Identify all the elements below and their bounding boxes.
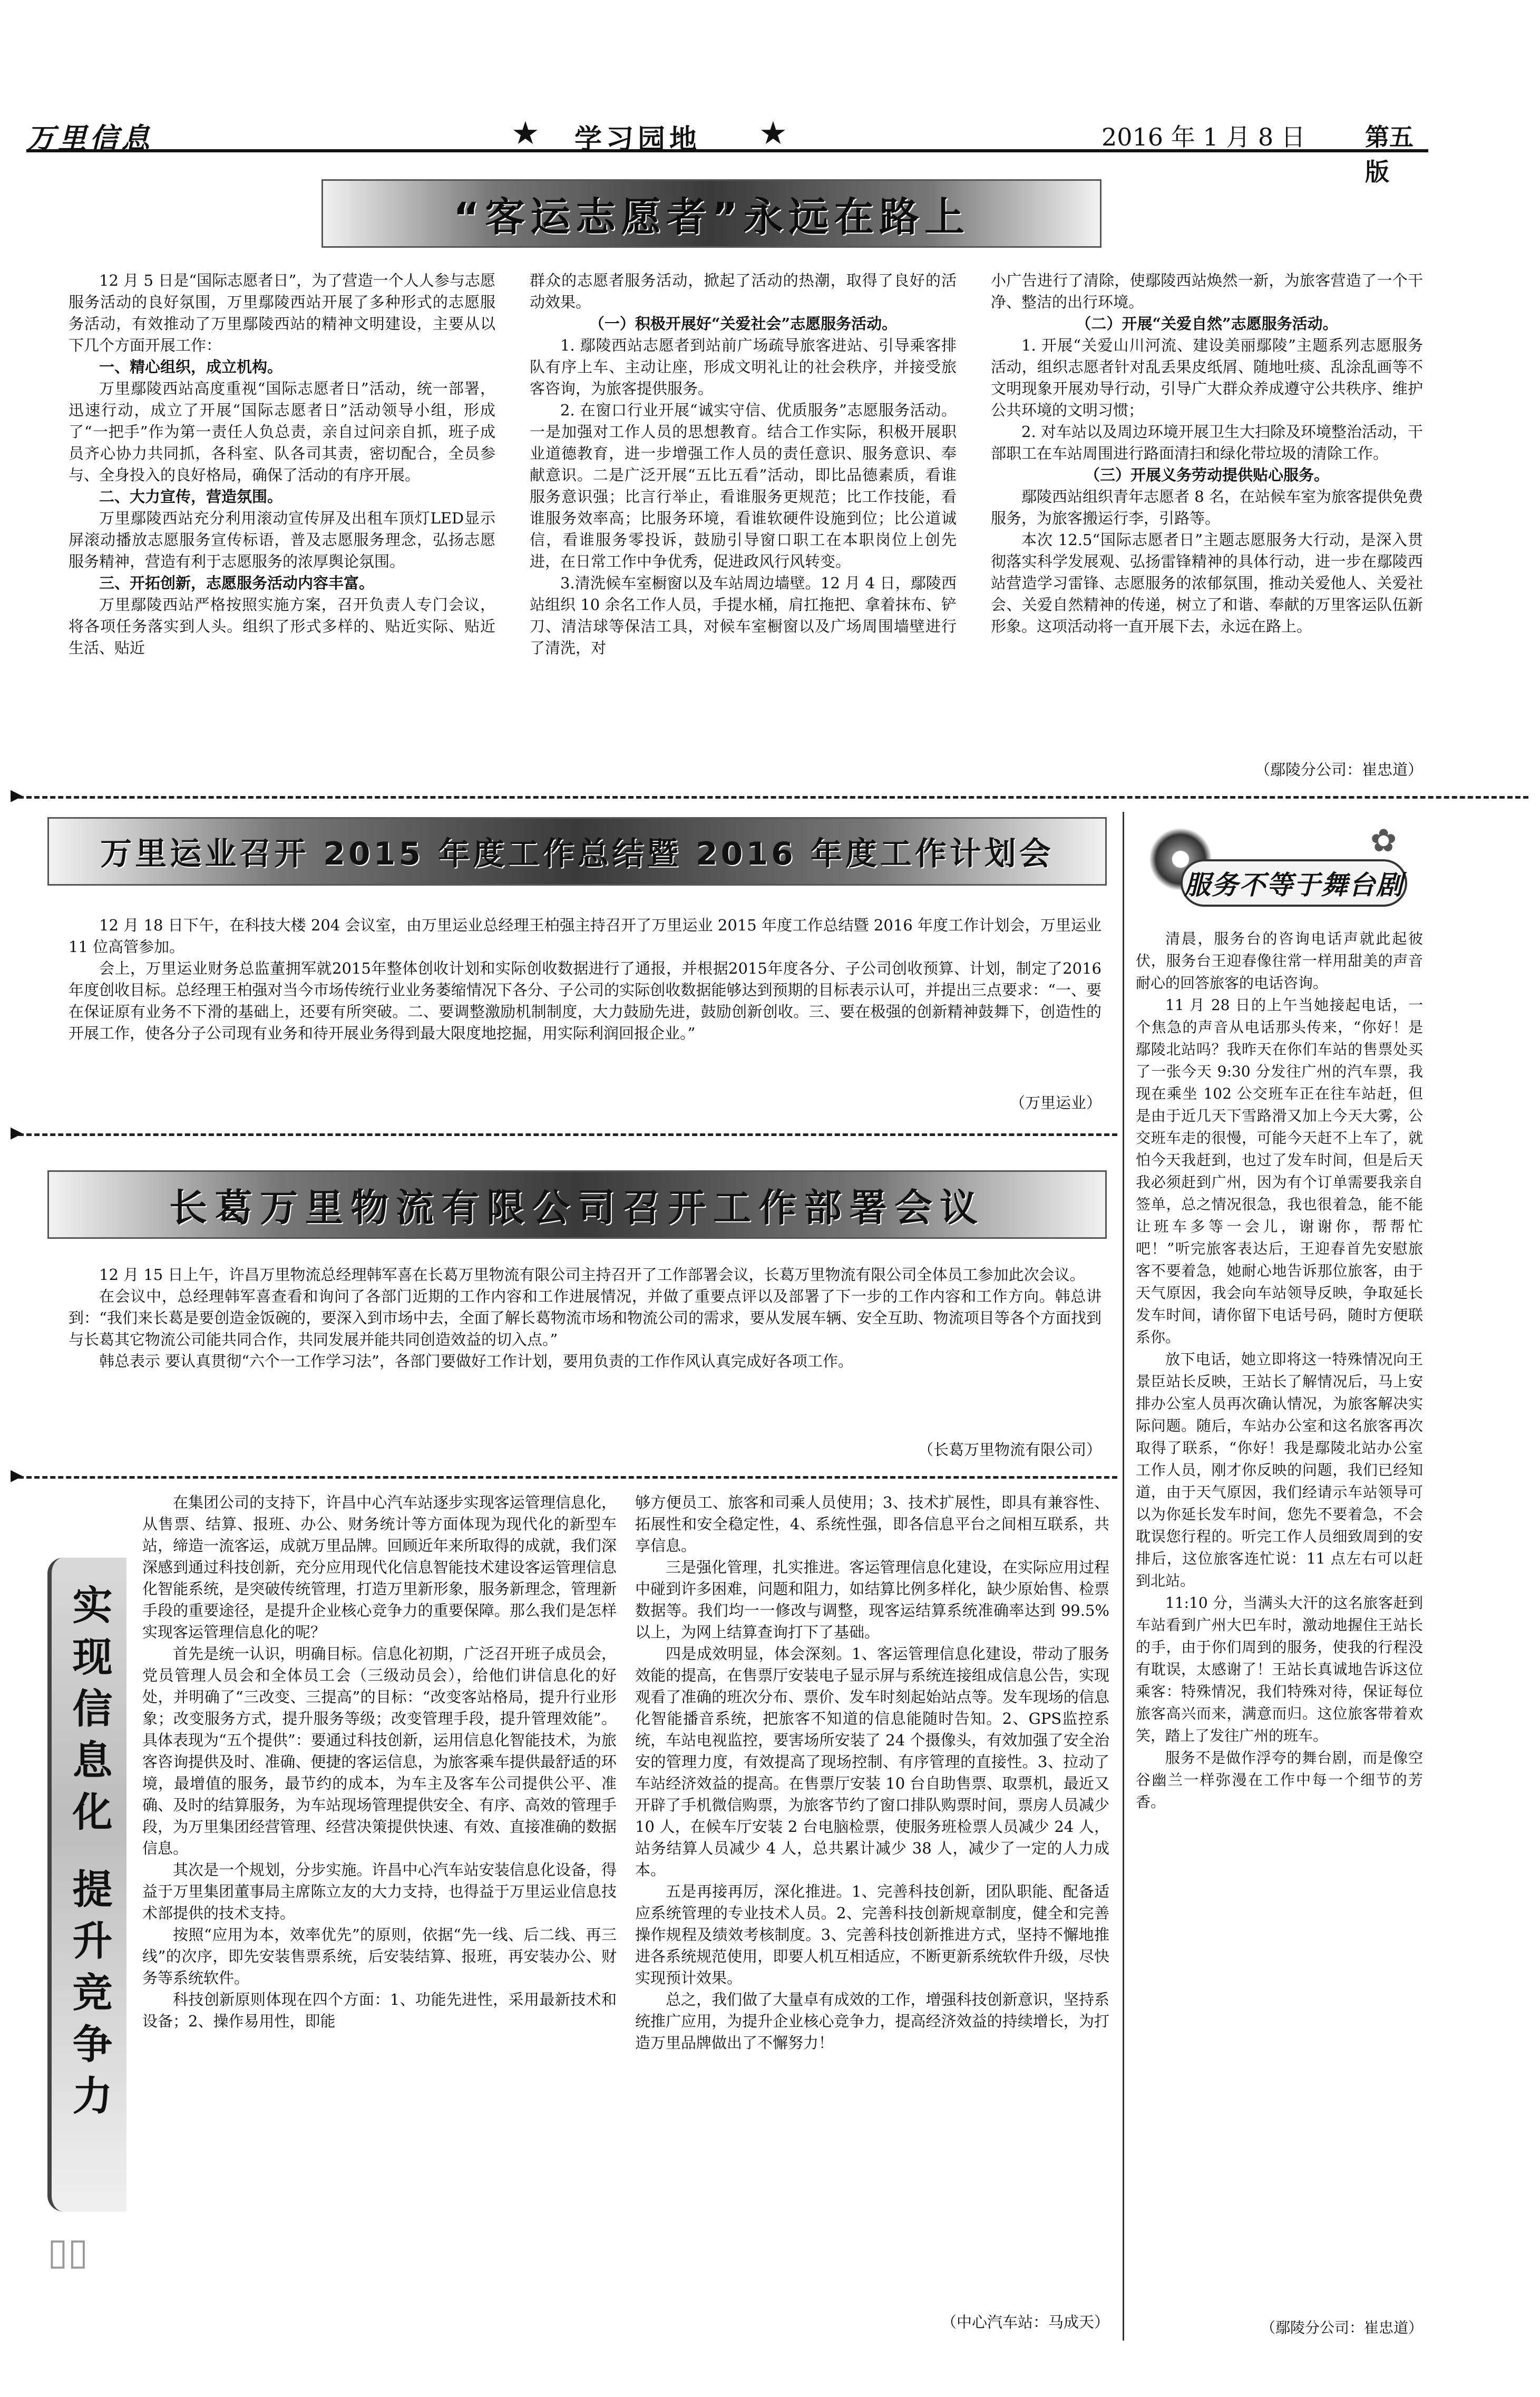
article4-col2: 够方便员工、旅客和司乘人员使用；3、技术扩展性，即具有兼容性、拓展性和安全稳定性，4、系统性强，即各信息平台之间相互联系，共享信息。 三是强化管理，扎实推进。客运管理信息化建设，在实际应用过程中碰到许多困难，问题和阻力，如结算比例多样化，缺少原始售、检票数据等。我们均一一修改与调整，现客运结算系统准确率达到 99.5% 以上，为网上结算查询打下了基础。 四是成效明显，体会深刻。1、客运管理信息化建设，带动了服务效能的提高，在售票厅安装电子显示屏与系统连接组成信息公告，实现观看了准确的班次分布、票价、发车时刻起始站点等。发车现场的信息化智能播音系统，把旅客不知道的信息能随时告知。2、GPS监控系统，车站电视监控，要害场所安装了 24 个摄像头，有效加强了安全治安的管理力度，有效提高了现场控制、有序管理的直接性。3、拉动了车站经济效益的提高。在售票厅安装 10 台自助售票、取票机，最近又开辟了手机微信购票，为旅客节约了窗口排队购票时间，票房人员减少 10 人，在候车厅安装 2 台电脑检票，使服务班检票人员减少 24 人，站务结算人员减少 4 人，总共累计减少 38 人，减少了一定的人力成本。 五是再接再厉，深化推进。1、完善科技创新，团队职能、配备适应系统管理的专业技术人员。2、完善科技创新规章制度，健全和完善操作规程及绩效考核制度。3、完善科技创新推进方式，坚持不懈地推进各系统规范使用，即要人机互相适应，不断更新系统软件升级，尽快实现预计效果。 总之，我们做了大量卓有成效的工作，增强科技创新意识，坚持系统推广应用，为提升企业核心竞争力，提高经济效益的持续增长，为打造万里品牌做出了不懈努力！	[635, 1493, 1109, 2052]
masthead	[26, 113, 1428, 186]
divider-top	[11, 796, 1528, 799]
article3-title: 长葛万里物流有限公司召开工作部署会议	[169, 1186, 985, 1230]
article2-body: 12 月 18 日下午，在科技大楼 204 会议室，由万里运业总经理王柏强主持召开了万里运业 2015 年度工作总结暨 2016 年度工作计划会，万里运业 11 位高管参加。 会上，万里运业财务总监董拥军就2015年整体创收计划和实际创收数据进行了通报，并根据2015年度各分、子公司创收预算、计划，制定了2016年度创收目标。总经理王柏强对当今市场传统行业业务萎缩情况下各分、子公司的实际创收数据能够达到预期的目标表示认可，并提出三点要求：“一、要在保证原有业务不下滑的基础上，还要有所突破。二、要调整激励机制制度，大力鼓励先进，鼓励创新创收。三、要在极强的创新精神鼓舞下，创造性的开展工作，使各分子公司现有业务和待开展业务得到最大限度地挖掘，用实际利润回报企业。”	[69, 916, 1102, 1042]
divider-lower	[11, 1476, 1117, 1479]
article5-signature: （鄢陵分公司：崔忠道）	[1260, 2319, 1423, 2336]
title-frame	[1181, 859, 1407, 907]
star-icon-right: ★	[759, 115, 787, 152]
article5-title: 服务不等于舞台剧	[1184, 870, 1403, 900]
article1-title-banner	[321, 179, 1102, 248]
corner-ornament-icon: ▯▯	[47, 2230, 89, 2273]
article4-signature: （中心汽车站：马成天）	[941, 2313, 1109, 2331]
article1-col1: 12 月 5 日是“国际志愿者日”，为了营造一个人人参与志愿服务活动的良好氛围，万里鄢陵西站开展了多种形式的志愿服务活动，有效推动了万里鄢陵西站的精神文明建设，主要从以下几个方面开展工作： 一、精心组织，成立机构。 万里鄢陵西站高度重视“国际志愿者日”活动，统一部署，迅速行动，成立了开展“国际志愿者日”活动领导小组，形成了“一把手”作为第一责任人负总责，亲自过问亲自抓，班子成员齐心协力共同抓，各科室、队各司其责，密切配合，全员参与、全身投入的良好格局，确保了活动的有序开展。 二、大力宣传，营造氛围。 万里鄢陵西站充分利用滚动宣传屏及出租车顶灯LED显示屏滚动播放志愿服务宣传标语，普及志愿服务理念，弘扬志愿服务精神，营造有利于志愿服务的浓厚舆论氛围。 三、开拓创新，志愿服务活动内容丰富。 万里鄢陵西站严格按照实施方案，召开负责人专门会议，将各项任务落实到人头。组织了形式多样的、贴近实际、贴近生活、贴近	[69, 271, 495, 657]
article4-col1: 在集团公司的支持下，许昌中心汽车站逐步实现客运管理信息化，从售票、结算、报班、办公、财务统计等方面体现为现代化的新型车站，缔造一流客运，成就万里品牌。回顾近年来所取得的成就，我们深深感到通过科技创新，充分应用现代化信息智能技术建设客运管理信息化智能系统，是突破传统管理，打造万里新形象，服务新理念，管理新手段的重要途径，是提升企业核心竞争力的重要保障。那么我们是怎样实现客运管理信息化的呢？ 首先是统一认识，明确目标。信息化初期，广泛召开班子成员会，党员管理人员会和全体员工会（三级动员会），给他们讲信息化的好处，并明确了“三改变、三提高”的目标：“改变客站格局，提升行业形象；改变服务方式，提升服务等级；改变管理手段，提升管理效能”。具体表现为“五个提供”：要通过科技创新，运用信息化智能技术，为旅客咨询提供及时、准确、便捷的客运信息，为旅客乘车提供最舒适的环境，最增值的服务，最节约的成本，为车主及客车公司提供公平、准确、及时的结算服务，为车站现场管理提供安全、有序、高效的管理手段，为万里集团经营管理、经营决策提供快速、有效、直接准确的数据信息。 其次是一个规划，分步实施。许昌中心汽车站安装信息化设备，得益于万里集团董事局主席陈立友的大力支持，也得益于万里运业信息技术部提供的技术支持。 按照“应用为本，效率优先”的原则，依据“先一线、后二线、再三线”的次序，即先安装售票系统，后安装结算、报班，再安装办公、财务等系统软件。 科技创新原则体现在四个方面：1、功能先进性，采用最新技术和设备；2、操作易用性，即能	[142, 1493, 617, 2030]
article1-title: “客运志愿者”永远在路上	[453, 193, 970, 240]
article5-body: 清晨，服务台的咨询电话声就此起彼伏，服务台王迎春像往常一样用甜美的声音耐心的回答旅客的电话咨询。 11 月 28 日的上午当她接起电话，一个焦急的声音从电话那头传来，“你好！是鄢陵北站吗？我昨天在你们车站的售票处买了一张今天 9:30 分发往广州的汽车票，我现在乘坐 102 公交班车正在往车站赶，但是由于近几天下雪路滑又加上今天大雾，公交班车走的很慢，可能今天赶不上车了，就怕今天我赶到，也过了发车时间，但是后天我必须赶到广州，因为有个订单需要我亲自签单，总之情况很急，我也很着急，能不能让班车多等一会儿，谢谢你，帮帮忙吧！”听完旅客表达后，王迎春首先安慰旅客不要着急，她耐心地告诉那位旅客，由于天气原因，我会向车站领导反映，争取延长发车时间，请你留下电话号码，随时方便联系你。 放下电话，她立即将这一特殊情况向王景臣站长反映，王站长了解情况后，马上安排办公室人员再次确认情况，为旅客解决实际问题。随后，车站办公室和这名旅客再次取得了联系，“你好！我是鄢陵北站办公室工作人员，刚才你反映的问题，我们已经知道，由于天气原因，我们经请示车站领导可以为你延长发车时间，您先不要着急，不会耽误您行程的。听完工作人员细致周到的安排后，这位旅客连忙说：11 点左右可以赶到北站。 11:10 分，当满头大汗的这名旅客赶到车站看到广州大巴车时，激动地握住王站长的手，由于你们周到的服务，使我的行程没有耽误，太感谢了！王站长真诚地告诉这位乘客：特殊情况，我们特殊对待，保证每位旅客高兴而来，满意而归。这位旅客带着欢笑，踏上了发往广州的班车。 服务不是做作浮夸的舞台剧，而是像空谷幽兰一样弥漫在工作中每一个细节的芳香。	[1136, 930, 1423, 1811]
section-name: 学习园地	[574, 124, 701, 156]
article1-col3: 小广告进行了清除，使鄢陵西站焕然一新，为旅客营造了一个干净、整洁的出行环境。 （二）开展“关爱自然”志愿服务活动。 1. 开展“关爱山川河流、建设美丽鄢陵”主题系列志愿服务活动，组织志愿者针对乱丢果皮纸屑、随地吐痰、乱涂乱画等不文明现象开展劝导行动，引导广大群众养成遵守公共秩序、维护公共环境的文明习惯； 2. 对车站以及周边环境开展卫生大扫除及环境整治活动，干部职工在车站周围进行路面清扫和绿化带垃圾的清除工作。 （三）开展义务劳动提供贴心服务。 鄢陵西站组织青年志愿者 8 名，在站候车室为旅客提供免费服务，为旅客搬运行李，引路等。 本次 12.5“国际志愿者日”主题志愿服务大行动，是深入贯彻落实科学发展观、弘扬雷锋精神的具体行动，进一步在鄢陵西站营造学习雷锋、志愿服务的浓郁氛围，推动关爱他人、关爱社会、关爱自然精神的传递，树立了和谐、奉献的万里客运队伍新形象。这项活动将一直开展下去，永远在路上。	[991, 271, 1423, 635]
article1-signature: （鄢陵分公司：崔忠道）	[1254, 761, 1423, 779]
sparkle-icon: ✿	[1370, 822, 1397, 859]
divider-middle	[11, 1133, 1117, 1136]
article1-col2: 群众的志愿者服务活动，掀起了活动的热潮，取得了良好的活动效果。 （一）积极开展好“关爱社会”志愿服务活动。 1. 鄢陵西站志愿者到站前广场疏导旅客进站、引导乘客排队有序上车、主动让座，形成文明礼让的社会秩序，并接受旅客咨询，为旅客提供服务。 2. 在窗口行业开展“诚实守信、优质服务”志愿服务活动。一是加强对工作人员的思想教育。结合工作实际，积极开展职业道德教育，进一步增强工作人员的责任意识、服务意识、奉献意识。二是广泛开展“五比五看”活动，即比品德素质，看谁服务意识强；比言行举止，看谁服务更规范；比工作技能，看谁服务效率高；比服务环境，看谁软硬件设施到位；比公道诚信，看谁服务零投诉，鼓励引导窗口职工在本职岗位上创先进，在日常工作中争优秀，促进政风行风转变。 3.清洗候车室橱窗以及车站周边墙壁。12 月 4 日，鄢陵西站组织 10 余名工作人员，手提水桶，肩扛拖把、拿着抹布、铲刀、清洁球等保洁工具，对候车室橱窗以及广场周围墙壁进行了清洗，对	[530, 271, 957, 657]
article4-title: 实现信息化 提升竞争力	[66, 1584, 113, 2127]
issue-date: 2016 年 1 月 8 日	[1102, 123, 1305, 151]
edition: 第五版	[1365, 123, 1414, 186]
article4-vertical-title	[47, 1558, 126, 2211]
article5-title-box	[1149, 822, 1423, 917]
star-icon-left: ★	[511, 115, 540, 152]
divider-middle-arrow: ▶	[11, 1123, 23, 1142]
article2-signature: （万里运业）	[1009, 1094, 1102, 1112]
article3-body: 12 月 15 日上午，许昌万里物流总经理韩军喜在长葛万里物流有限公司主持召开了工作部署会议，长葛万里物流有限公司全体员工参加此次会议。 在会议中，总经理韩军喜查看和询问了各部门近期的工作内容和工作进展情况，并做了重要点评以及部署了下一步的工作内容和工作方向。韩总讲到：“我们来长葛是要创造金饭碗的，要深入到市场中去，全面了解长葛物流市场和物流公司的需求，要从发展车辆、安全互助、物流项目等各个方面找到与长葛其它物流公司能共同合作，共同发展并能共同创造效益的切入点。” 韩总表示 要认真贯彻“六个一工作学习法”，各部门要做好工作计划，要用负责的工作作风认真完成好各项工作。	[69, 1266, 1102, 1370]
article2-title-banner	[47, 817, 1107, 886]
divider-top-arrow: ▶	[11, 786, 23, 804]
paper-name: 万里信息	[26, 121, 153, 155]
article3-title-banner	[47, 1170, 1107, 1239]
article2-title: 万里运业召开 2015 年度工作总结暨 2016 年度工作计划会	[100, 836, 1054, 872]
column-separator	[1123, 812, 1124, 2341]
article3-signature: （长葛万里物流有限公司）	[918, 1441, 1102, 1459]
divider-lower-arrow: ▶	[11, 1466, 23, 1484]
